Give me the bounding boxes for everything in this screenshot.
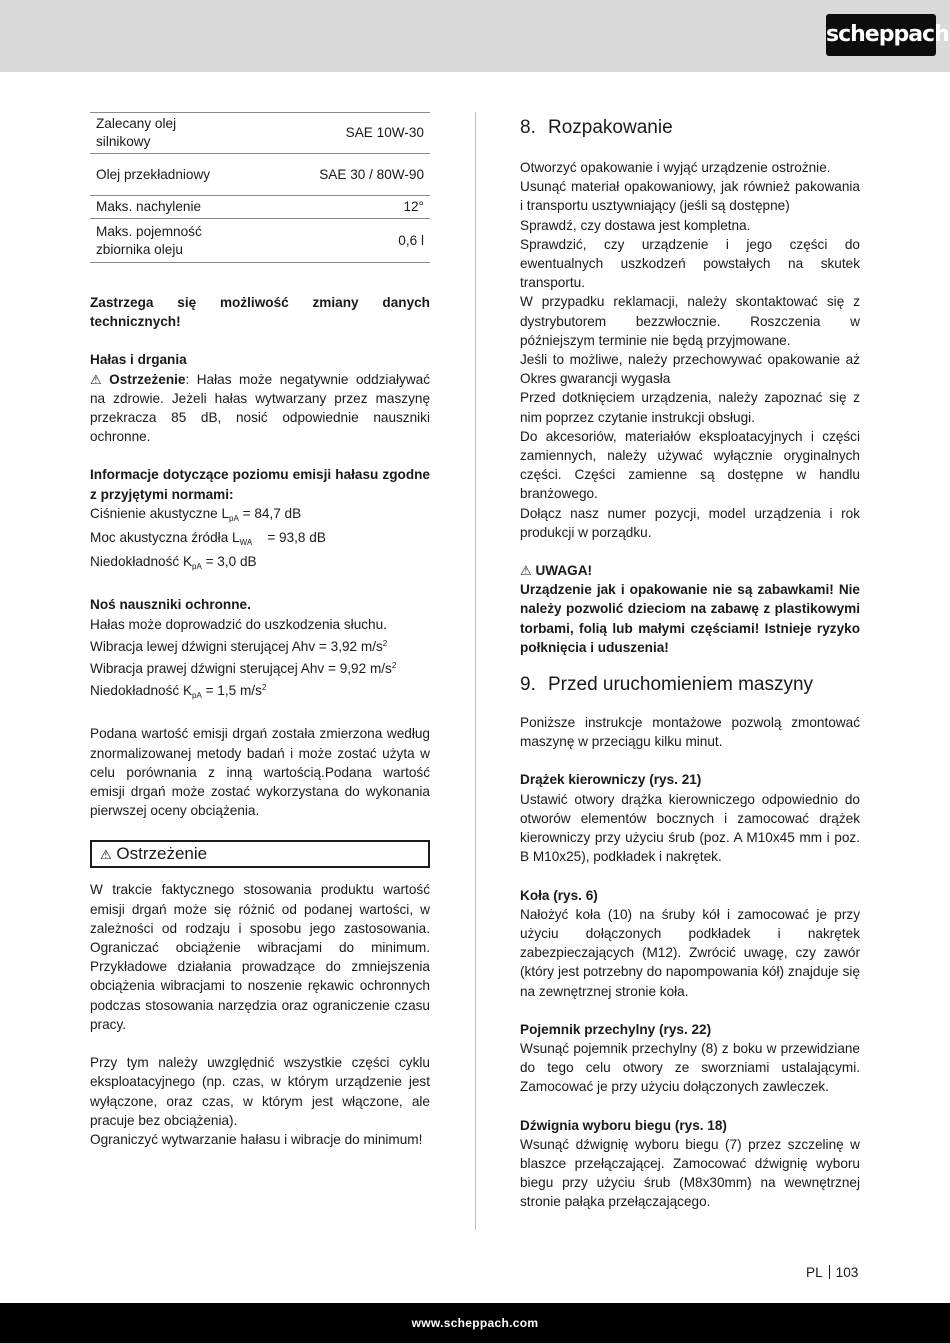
page-number (806, 1265, 858, 1280)
lwa-sub: WA (239, 538, 253, 548)
lpa-label: Ciśnienie akustyczne L (90, 505, 230, 521)
s8-line: W przypadku reklamacji, należy skontaktować się z dystrybutorem bezzwłocznie. Roszczenia w późniejszym terminie nie będą przyjmowane. (520, 294, 860, 348)
dzwignia-text: Wsunąć dźwignię wyboru biegu (7) przez szczelinę w blaszce przełączającej. Zamocować dźwignię wyboru biegu przy użyciu śrub (M8x30mm) na wewnętrznej stronie pałąka przełączającego. (520, 1136, 860, 1210)
drazek-text: Ustawić otwory drążka kierowniczego odpowiednio do otworów elementów bocznych i zamocować drążek kierowniczy przy użyciu śrub (poz. A M10x45 mm i poz. B M10x25), podkładek i nakrętek. (520, 791, 860, 865)
vib-right-text: Wibracja prawej dźwigni sterującej Ahv = 9,92 m/s (90, 661, 392, 677)
scheppach-logo: scheppach (826, 14, 936, 56)
kpa-line (90, 552, 430, 576)
sq-sup: 2 (261, 683, 267, 693)
lwa-line (90, 528, 430, 552)
vib-k-line (90, 678, 430, 705)
spec-value: SAE 30 / 80W-90 (222, 154, 430, 196)
warning-icon: ⚠ (520, 563, 532, 579)
column-divider (475, 112, 476, 1230)
table-row (90, 154, 430, 196)
spec-label: Olej przekładniowy (90, 154, 222, 196)
table-row (90, 113, 430, 154)
noise-heading: Hałas i drgania (90, 352, 187, 368)
spec-table (90, 112, 430, 263)
spec-label: Maks. pojemność zbiornika oleju (90, 219, 222, 263)
section-8-number: 8. (520, 117, 536, 138)
tech-notice: Zastrzega się możliwość zmiany danych technicznych! (90, 295, 430, 330)
noise-warning (90, 370, 430, 447)
lpa-sub: pA (229, 513, 239, 523)
warning-box-title: Ostrzeżenie (116, 844, 208, 864)
section-8-heading (520, 116, 860, 140)
table-row (90, 196, 430, 219)
lwa-label: Moc akustyczna źródła L (90, 530, 240, 546)
uwaga-text: Urządzenie jak i opakowanie nie są zabawkami! Nie należy pozwolić dzieciom na zabawę z plastikowymi torbami, folią lub małymi częściami! Istnieje ryzyko połknięcia i uduszenia! (520, 582, 860, 655)
kpa-value: = 3,0 dB (205, 554, 257, 570)
section-8-title: Rozpakowanie (548, 117, 673, 138)
warning-icon: ⚠ (100, 847, 112, 863)
s8-line: Otworzyć opakowanie i wyjąć urządzenie ostrożnie. (520, 160, 831, 175)
spec-value: SAE 10W-30 (222, 113, 430, 154)
s8-line: Sprawdź, czy dostawa jest kompletna. (520, 217, 751, 233)
vib-left (90, 634, 430, 656)
emission-heading: Informacje dotyczące poziomu emisji hałasu zgodne z przyjętymi normami: (90, 467, 430, 502)
page-number-value: 103 (835, 1265, 859, 1280)
page-separator (829, 1265, 830, 1279)
right-column (520, 112, 860, 1212)
warning-paragraph-2: Przy tym należy uwzględnić wszystkie części cyklu eksploatacyjnego (np. czas, w którym urządzenie jest wyłączone, oraz czas, w którym jest włączone, ale pracuje bez obciążenia). (90, 1055, 430, 1128)
vib-left-text: Wibracja lewej dźwigni sterującej Ahv = 3,92 m/s (90, 638, 383, 654)
vib-right (90, 656, 430, 678)
warning-paragraph-1: W trakcie faktycznego stosowania produktu wartość emisji drgań może się różnić od podanej wartości, w zależności od rodzaju i sposobu jego zastosowania. Ograniczać obciążenie wibracjami do minimum. Przykładowe działania prowadzące do zmniejszenia obciążenia wibracjami to noszenie rękawic ochronnych podczas stosowania narzędzia oraz ograniczenie czasu pracy. (90, 882, 430, 1032)
kola-heading: Koła (rys. 6) (520, 887, 598, 903)
pojemnik-heading: Pojemnik przechylny (rys. 22) (520, 1021, 712, 1037)
spec-label: Zalecany olej silnikowy (90, 113, 222, 154)
drazek-heading: Drążek kierowniczy (rys. 21) (520, 772, 702, 788)
uwaga-text-label: UWAGA! (535, 563, 593, 579)
lwa-value: = 93,8 dB (267, 530, 326, 546)
kpa-sub: pA (192, 562, 202, 572)
ear-line: Hałas może doprowadzić do uszkodzenia słuchu. (90, 616, 387, 632)
noise-warning-text: : Hałas może negatywnie oddziaływać na zdrowie. Jeżeli hałas wytwarzany przez maszynę przekracza 85 dB, nosić odpowiednie nauszniki ochronne. (90, 371, 431, 445)
vib-paragraph: Podana wartość emisji drgań została zmierzona według znormalizowanej metody badań i może zostać użyta w celu porównania z inną wartością.Podana wartość emisji drgań może zostać wykorzystana do wykonania pierwszej oceny obciążenia. (90, 726, 430, 819)
s8-line: Usunąć materiał opakowaniowy, jak również pakowania i transportu usztywniający (jeśli są dostępne) (520, 179, 860, 214)
section-9-heading (520, 673, 860, 697)
vib-k-sub: pA (192, 691, 202, 701)
sq-sup: 2 (391, 661, 397, 671)
warning-box (90, 840, 430, 868)
s8-line: Dołącz nasz numer pozycji, model urządzenia i rok produkcji w porządku. (520, 505, 860, 540)
warning-icon: ⚠ (90, 371, 102, 387)
dzwignia-heading: Dźwignia wyboru biegu (rys. 18) (520, 1117, 727, 1133)
ear-heading: Noś nauszniki ochronne. (90, 597, 251, 613)
table-row (90, 219, 430, 263)
lpa-value: = 84,7 dB (242, 505, 302, 521)
noise-warning-label: Ostrzeżenie (109, 371, 186, 387)
spec-label: Maks. nachylenie (90, 196, 222, 219)
section-9-number: 9. (520, 674, 536, 696)
lpa-line (90, 504, 430, 528)
left-column (90, 112, 430, 1149)
s8-line: Jeśli to możliwe, należy przechowywać opakowanie aż Okres gwarancji wygasła (520, 352, 860, 387)
s8-line: Sprawdzić, czy urządzenie i jego części do ewentualnych uszkodzeń powstałych na skutek transportu. (520, 236, 860, 291)
kpa-label: Niedokładność K (90, 554, 193, 570)
header-bar (0, 0, 950, 72)
spec-value: 0,6 l (222, 219, 430, 263)
vib-k-value: = 1,5 m/s (205, 683, 262, 699)
sq-sup: 2 (382, 638, 388, 648)
page-lang: PL (806, 1265, 823, 1280)
footer-bar (0, 1303, 950, 1343)
pojemnik-text: Wsunąć pojemnik przechylny (8) z boku w przewidziane do tego celu otwory ze sworzniami ustalającymi. Zamocować je przy użyciu dołączonych zawleczek. (520, 1040, 860, 1095)
uwaga-label (520, 561, 860, 580)
s9-intro: Poniższe instrukcje montażowe pozwolą zmontować maszynę w przeciągu kilku minut. (520, 715, 860, 750)
s8-line: Przed dotknięciem urządzenia, należy zapoznać się z nim poprzez czytanie instrukcji obsługi. (520, 390, 860, 425)
spec-value: 12° (222, 196, 430, 219)
footer-url[interactable]: www.scheppach.com (411, 1316, 539, 1330)
section-9-title: Przed uruchomieniem maszyny (548, 674, 814, 696)
vib-k-label: Niedokładność K (90, 683, 193, 699)
warning-paragraph-3: Ograniczyć wytwarzanie hałasu i wibracje do minimum! (90, 1131, 423, 1147)
kola-text: Nałożyć koła (10) na śruby kół i zamocować je przy użyciu dołączonych podkładek i nakrętek zabezpieczających (M12). Zwrócić uwagę, czy zawór (który jest potrzebny do napompowania kół) znajduje się na zewnętrznej stronie koła. (520, 906, 860, 999)
s8-line: Do akcesoriów, materiałów eksploatacyjnych i części zamiennych, należy używać wyłącznie oryginalnych części. Części zamienne są dostępne w handlu branżowego. (520, 428, 860, 502)
